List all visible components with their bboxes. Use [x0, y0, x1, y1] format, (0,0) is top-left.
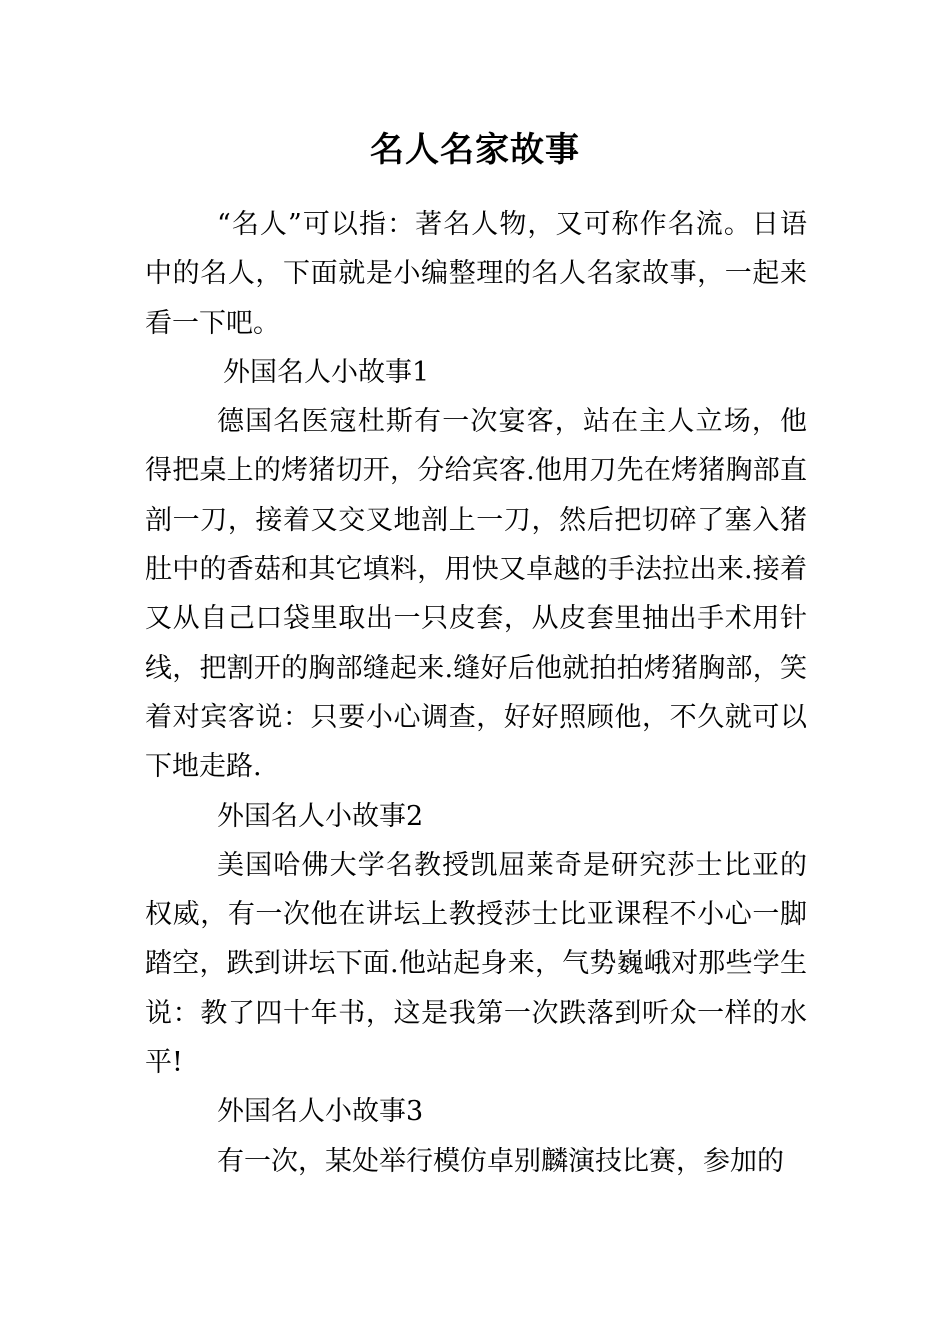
section-heading-2: 外国名人小故事2 [217, 800, 424, 832]
document-body [145, 200, 807, 1186]
section-heading-3: 外国名人小故事3 [217, 1096, 424, 1128]
document-title: 名人名家故事 [370, 130, 580, 170]
section-heading-1: 外国名人小故事1 [223, 356, 430, 388]
section-paragraph-1: 德国名医寇杜斯有一次宴客，站在主人立场，他得把桌上的烤猪切开，分给宾客.他用刀先在烤猪胸部直剖一刀，接着又交叉地剖上一刀，然后把切碎了塞入猪肚中的香菇和其它填料，用快又卓越的手法拉出来.接着又从自己口袋里取出一只皮套，从皮套里抽出手术用针线，把割开的胸部缝起来.缝好后他就拍拍烤猪胸部，笑着对宾客说：只要小心调查，好好照顾他，不久就可以下地走路. [145, 406, 807, 783]
section-paragraph-3: 有一次，某处举行模仿卓别麟演技比赛，参加的 [217, 1145, 784, 1177]
section-paragraph-2: 美国哈佛大学名教授凯屈莱奇是研究莎士比亚的权威，有一次他在讲坛上教授莎士比亚课程不小心一脚踏空，跌到讲坛下面.他站起身来，气势巍峨对那些学生说：教了四十年书，这是我第一次跌落到听众一样的水平! [145, 849, 807, 1079]
intro-paragraph: “名人”可以指：著名人物，又可称作名流。日语中的名人，下面就是小编整理的名人名家故事，一起来看一下吧。 [145, 209, 807, 339]
